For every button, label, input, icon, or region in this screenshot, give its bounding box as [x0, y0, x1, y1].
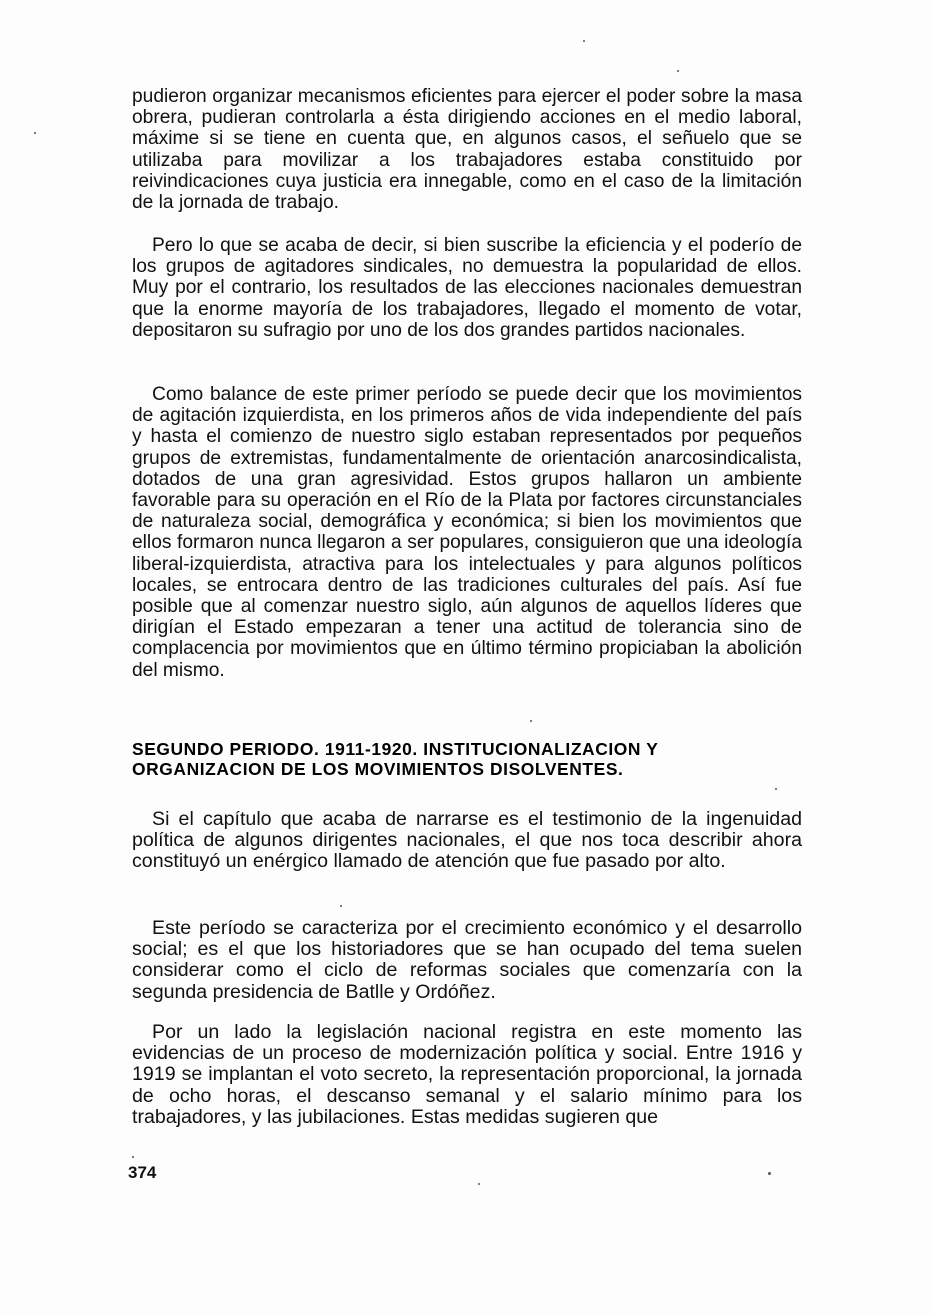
paragraph-capitulo: Si el capítulo que acaba de narrarse es el testimonio de la ingenuidad política de algunos dirigentes nacionales, el que nos toca describir ahora constituyó un enérgico llamado de atención que fue pasado por alto.: [132, 808, 802, 873]
paragraph-periodo: Este período se caracteriza por el crecimiento económico y el desarrollo social; es el que los historiadores que se han ocupado del tema suelen considerar como el ciclo de reformas sociales que comenzaría con la segunda presidencia de Batlle y Ordóñez.: [132, 917, 802, 1003]
section-heading: SEGUNDO PERIODO. 1911-1920. INSTITUCIONALIZACION Y ORGANIZACION DE LOS MOVIMIENTOS DISOLVENTES.: [132, 739, 659, 779]
scan-speck: [132, 1156, 134, 1158]
scan-speck: [34, 132, 36, 134]
paragraph-pero: Pero lo que se acaba de decir, si bien suscribe la eficiencia y el poderío de los grupos de agitadores sindicales, no demuestra la popularidad de ellos. Muy por el contrario, los resultados de las elecciones nacionales demuestran que la enorme mayoría de los trabajadores, llegado el momento de votar, depositaron su sufragio por uno de los dos grandes partidos nacionales.: [132, 235, 802, 341]
scan-speck: [775, 788, 777, 790]
scan-speck: [677, 70, 679, 72]
scan-speck: [768, 1172, 771, 1175]
scan-speck: [340, 905, 342, 907]
scan-speck: [530, 720, 532, 722]
paragraph-continued: pudieron organizar mecanismos eficientes para ejercer el poder sobre la masa obrera, pudieran controlarla a ésta dirigiendo acciones en el medio laboral, máxime si se tiene en cuenta que, en algunos casos, el señuelo que se utilizaba para movilizar a los trabajadores estaba constituido por reivindicaciones cuya justicia era innegable, como en el caso de la limitación de la jornada de trabajo.: [132, 86, 802, 214]
paragraph-legislacion: Por un lado la legislación nacional registra en este momento las evidencias de un proceso de modernización política y social. Entre 1916 y 1919 se implantan el voto secreto, la representación proporcional, la jornada de ocho horas, el descanso semanal y el salario mínimo para los trabajadores, y las jubilaciones. Estas medidas sugieren que: [132, 1021, 802, 1128]
paragraph-balance: Como balance de este primer período se puede decir que los movimientos de agitación izquierdista, en los primeros años de vida independiente del país y hasta el comienzo de nuestro siglo estaban representados por pequeños grupos de extremistas, fundamentalmente de orientación anarcosindicalista, dotados de una gran agresividad. Estos grupos hallaron un ambiente favorable para su operación en el Río de la Plata por factores circunstanciales de naturaleza social, demográfica y económica; si bien los movimientos que ellos formaron nunca llegaron a ser populares, consiguieron que una ideología liberal-izquierdista, atractiva para los intelectuales y para algunos políticos locales, se entrocara dentro de las tradiciones culturales del país. Así fue posible que al comenzar nuestro siglo, aún algunos de aquellos líderes que dirigían el Estado empezaran a tener una actitud de tolerancia sino de complacencia por movimientos que en último término propiciaban la abolición del mismo.: [132, 384, 802, 681]
page-number: 374: [128, 1163, 157, 1182]
scan-speck: [478, 1183, 480, 1185]
scan-speck: [583, 40, 585, 42]
